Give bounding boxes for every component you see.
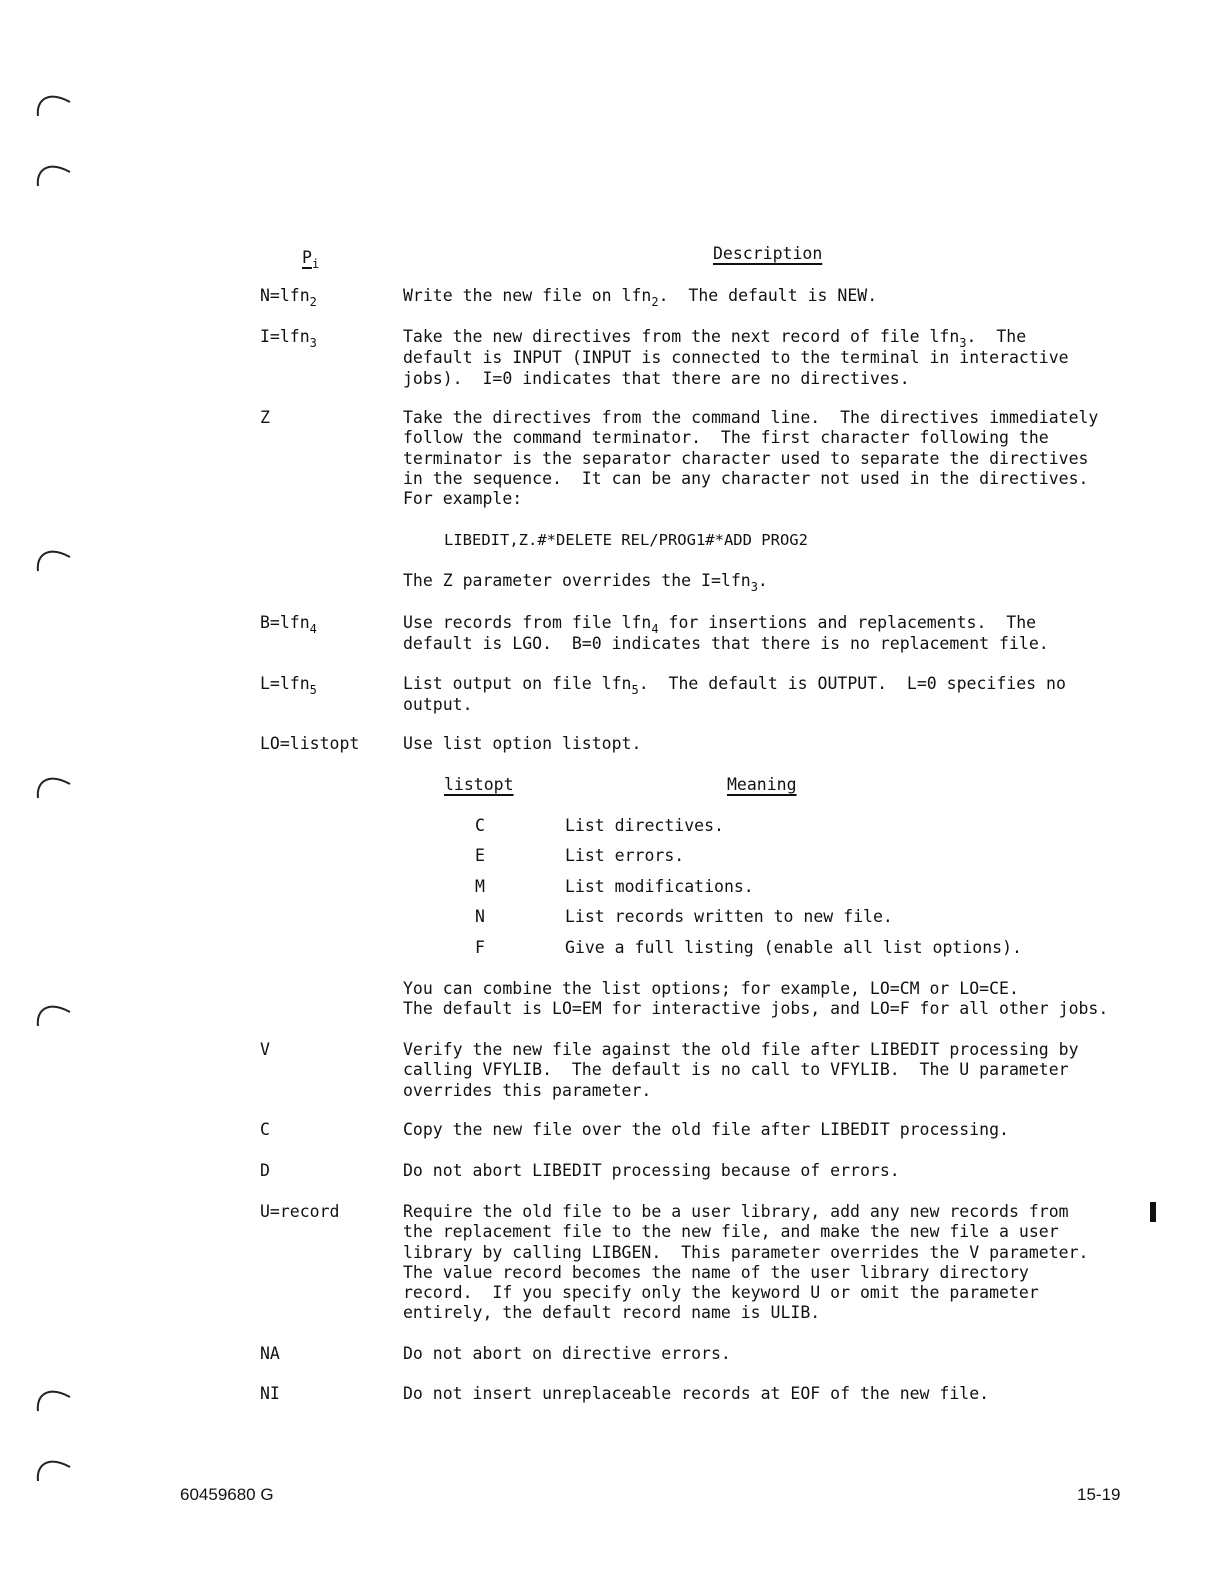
binder-hole-mark [34,88,72,118]
param-description: Take the directives from the command line. The directives immediately follow the command terminator. The first character following the terminator is the separator character used to separate the directives in the sequence. It can be any character not used in the directives. For example: [403,408,1099,509]
binder-hole-mark [34,770,72,800]
listopt-table-header: listopt [444,775,514,794]
param-description: Require the old file to be a user library, add any new records from the replacement file to the new file, and make the new file a user library by calling LIBGEN. This parameter overrides the V parameter. The value record becomes the name of the user library directory record. If you specify only the keyword U or omit the parameter entirely, the default record name is ULIB. [403,1202,1089,1323]
param-name: N=lfn$_2$ [260,286,317,309]
param-description: Use list option listopt. [403,734,642,753]
listopt-code: M [475,877,485,896]
binder-hole-mark [34,1453,72,1483]
param-name: NA [260,1344,280,1363]
binder-hole-mark [34,998,72,1028]
listopt-code: F [475,938,485,957]
column-header-description: Description [713,244,823,263]
listopt-code: E [475,846,485,865]
param-name: U=record [260,1202,340,1221]
document-number: 60459680 G [180,1485,274,1504]
param-description: Do not abort on directive errors. [403,1344,731,1363]
command-example: LIBEDIT,Z.#*DELETE REL/PROG1#*ADD PROG2 [444,531,808,549]
param-name: I=lfn$_3$ [260,327,317,350]
param-name: Z [260,408,270,427]
listopt-meaning: List modifications. [565,877,754,896]
param-description: Take the new directives from the next record of file lfn$_3$. The default is INPUT (INPUT is connected to the terminal in interactive jobs). I=0 indicates that there are no directives. [403,327,1069,388]
param-name: V [260,1040,270,1059]
param-note: You can combine the list options; for example, LO=CM or LO=CE. The default is LO=EM for interactive jobs, and LO=F for all other jobs. [403,979,1109,1019]
param-name: LO=listopt [260,734,360,753]
param-description: Verify the new file against the old file after LIBEDIT processing by calling VFYLIB. The default is no call to VFYLIB. The U parameter overrides this parameter. [403,1040,1079,1100]
listopt-meaning: Give a full listing (enable all list options). [565,938,1022,957]
listopt-meaning: List errors. [565,846,685,865]
listopt-code: C [475,816,485,835]
listopt-meaning: List directives. [565,816,724,835]
param-name: B=lfn$_4$ [260,613,317,636]
page-number: 15-19 [1077,1485,1121,1504]
change-bar [1150,1202,1156,1222]
column-header-parameter: $P_i$ [302,248,320,271]
listopt-table-header: Meaning [727,775,797,794]
binder-hole-mark [34,158,72,188]
param-description: Copy the new file over the old file after LIBEDIT processing. [403,1120,1009,1139]
binder-hole-mark [34,1383,72,1413]
binder-hole-mark [34,543,72,573]
param-name: C [260,1120,270,1139]
param-name: L=lfn$_5$ [260,674,317,697]
listopt-meaning: List records written to new file. [565,907,893,926]
param-description: Do not insert unreplaceable records at EOF of the new file. [403,1384,990,1403]
param-description: Do not abort LIBEDIT processing because of errors. [403,1161,900,1180]
listopt-code: N [475,907,485,926]
param-name: NI [260,1384,280,1403]
param-description: List output on file lfn$_5$. The default is OUTPUT. L=0 specifies no output. [403,674,1066,715]
param-description: Write the new file on lfn$_2$. The default is NEW. [403,286,878,309]
param-note: The Z parameter overrides the I=lfn$_3$. [403,571,768,594]
param-description: Use records from file lfn$_4$ for insertions and replacements. The default is LGO. B=0 indicates that there is no replacement file. [403,613,1049,654]
param-name: D [260,1161,270,1180]
